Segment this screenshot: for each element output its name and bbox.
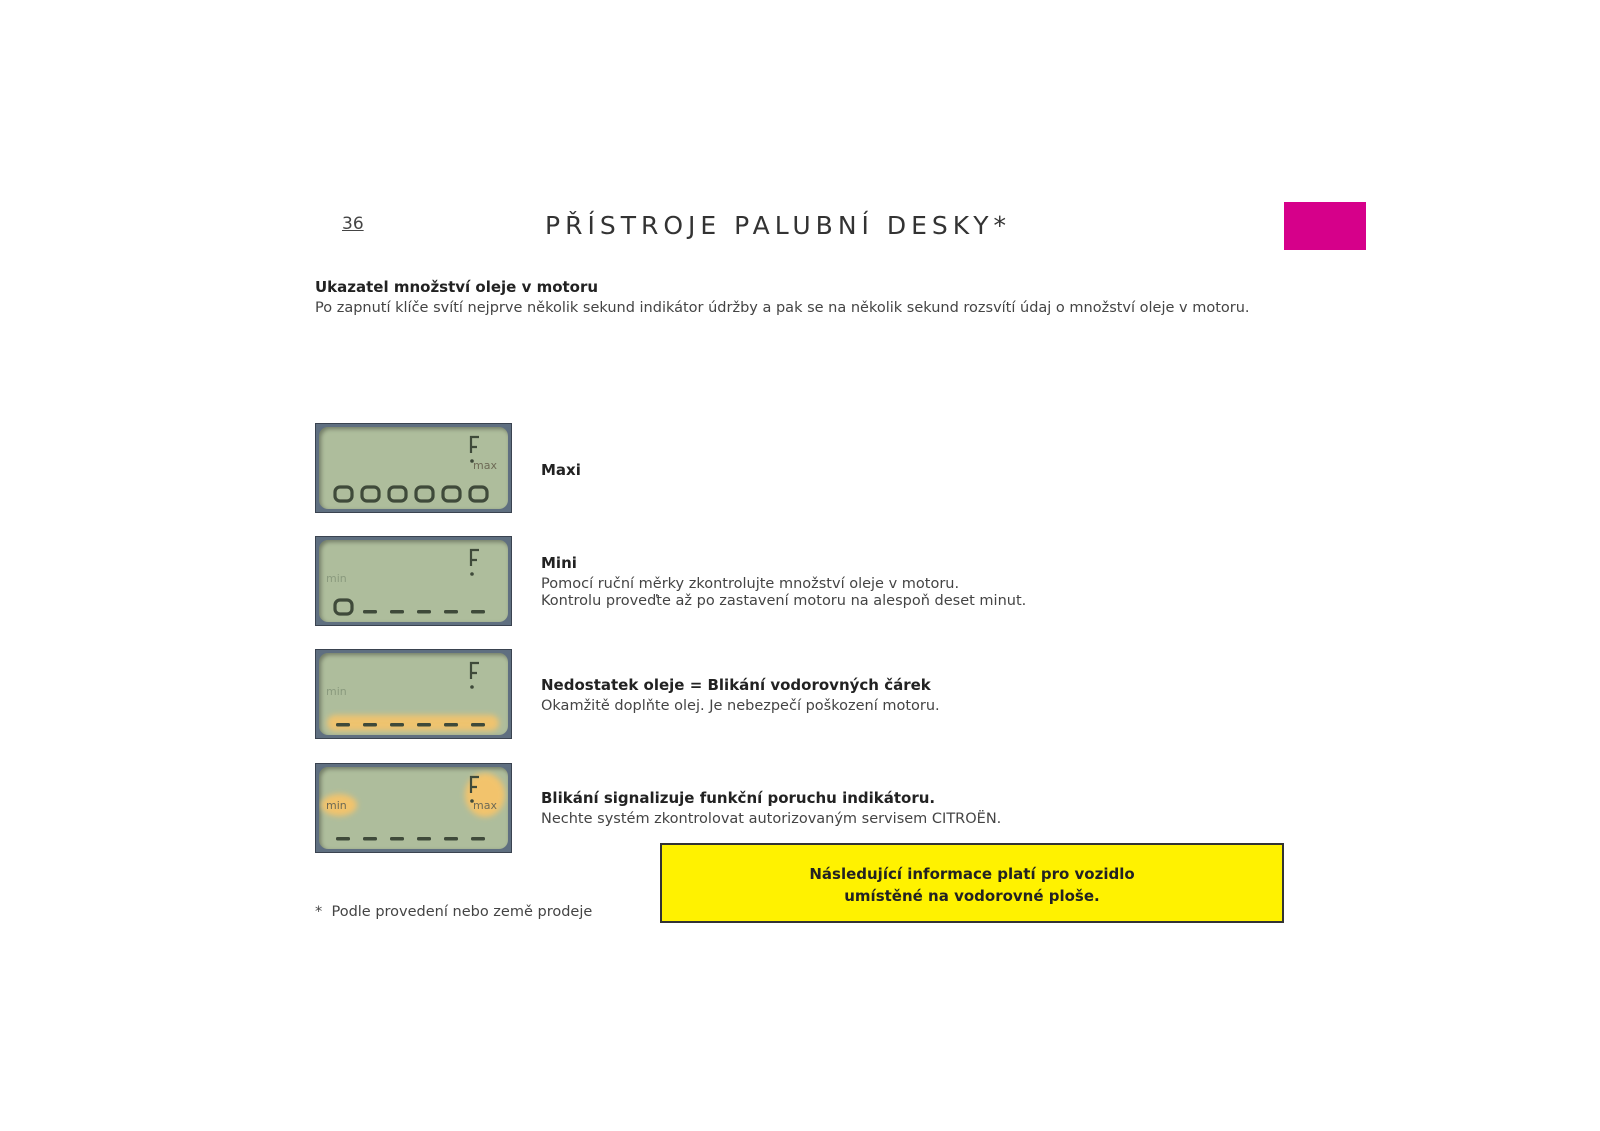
oil-level-block xyxy=(389,487,406,501)
oil-level-dash xyxy=(390,610,404,614)
indicator-text-line: Nechte systém zkontrolovat autorizovaným servisem CITROËN. xyxy=(541,811,1002,827)
oil-level-block xyxy=(335,487,352,501)
oil-level-dash xyxy=(417,610,431,614)
chapter-tab-marker xyxy=(1284,202,1366,250)
oil-level-block xyxy=(335,600,352,614)
oil-level-block xyxy=(416,487,433,501)
oil-level-block xyxy=(470,487,487,501)
oil-level-dash xyxy=(471,610,485,614)
indicator-title-mini: Mini xyxy=(541,554,577,572)
lcd-min-label: min xyxy=(326,572,347,585)
oil-level-dash xyxy=(444,837,458,841)
lcd-screen xyxy=(319,653,508,735)
notice-line: umístěné na vodorovné ploše. xyxy=(844,887,1100,905)
indicator-text-line: Okamžitě doplňte olej. Je nebezpečí poškození motoru. xyxy=(541,698,940,714)
level-surface-notice xyxy=(660,843,1284,923)
lcd-screen xyxy=(319,767,508,849)
lcd-screen xyxy=(319,540,508,622)
oil-dipstick-icon xyxy=(471,663,479,679)
lcd-screen xyxy=(319,427,508,509)
oil-dipstick-icon xyxy=(471,550,479,566)
oil-level-dash xyxy=(390,837,404,841)
indicator-text-line: Kontrolu proveďte až po zastavení motoru na alespoň deset minut. xyxy=(541,593,1027,609)
oil-level-dash xyxy=(363,837,377,841)
oil-level-block xyxy=(362,487,379,501)
oil-level-dash xyxy=(363,610,377,614)
oil-dipstick-icon xyxy=(470,572,474,576)
footnote-text: Podle provedení nebo země prodeje xyxy=(331,904,593,920)
oil-level-dash xyxy=(444,610,458,614)
lcd-oil-level-low xyxy=(315,649,512,739)
lcd-oil-level-fault xyxy=(315,763,512,853)
lcd-oil-level-maxi xyxy=(315,423,512,513)
lcd-max-label: max xyxy=(473,799,497,812)
oil-level-dash xyxy=(417,723,431,727)
section-intro: Po zapnutí klíče svítí nejprve několik sekund indikátor údržby a pak se na několik sekund rozsvítí údaj o množství oleje v motoru. xyxy=(315,300,1250,316)
section-title: Ukazatel množství oleje v motoru xyxy=(315,278,599,296)
oil-dipstick-icon xyxy=(470,685,474,689)
oil-level-dash xyxy=(471,837,485,841)
oil-level-dash xyxy=(390,723,404,727)
oil-level-dash xyxy=(336,837,350,841)
lcd-oil-level-mini xyxy=(315,536,512,626)
lcd-min-label: min xyxy=(326,685,347,698)
oil-level-dash xyxy=(471,723,485,727)
page-title: PŘÍSTROJE PALUBNÍ DESKY* xyxy=(545,211,1012,240)
oil-gauge-display xyxy=(319,767,508,849)
oil-gauge-display xyxy=(319,427,508,509)
oil-level-dash xyxy=(363,723,377,727)
oil-gauge-display xyxy=(319,540,508,622)
oil-level-dash xyxy=(417,837,431,841)
notice-line: Následující informace platí pro vozidlo xyxy=(809,865,1135,883)
oil-gauge-display xyxy=(319,653,508,735)
oil-level-dash xyxy=(336,723,350,727)
indicator-title-low-oil: Nedostatek oleje = Blikání vodorovných čárek xyxy=(541,676,931,694)
lcd-min-label: min xyxy=(326,799,347,812)
indicator-text-line: Pomocí ruční měrky zkontrolujte množství oleje v motoru. xyxy=(541,576,960,592)
oil-level-dash xyxy=(444,723,458,727)
indicator-title-maxi: Maxi xyxy=(541,461,581,479)
oil-dipstick-icon xyxy=(471,437,479,453)
page-number: 36 xyxy=(342,214,364,234)
lcd-max-label: max xyxy=(473,459,497,472)
footnote-mark: * xyxy=(315,904,323,920)
oil-level-block xyxy=(443,487,460,501)
indicator-title-fault: Blikání signalizuje funkční poruchu indikátoru. xyxy=(541,789,936,807)
footnote xyxy=(315,904,592,920)
